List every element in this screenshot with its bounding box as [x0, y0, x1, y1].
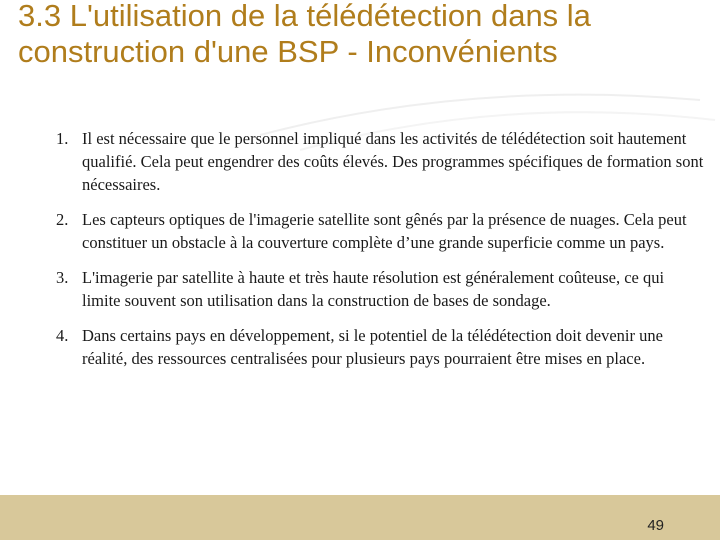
list-item-text: L'imagerie par satellite à haute et très haute résolution est généralement coûteuse, ce qui limite souvent son utilisation dans la construction de bases de sondage.: [82, 268, 665, 310]
list-item-text: Il est nécessaire que le personnel impliqué dans les activités de télédétection soit hautement qualifié. Cela peut engendrer des coûts élevés. Des programmes spécifiques de formation sont nécessaires.: [82, 129, 704, 194]
footer-band: [0, 495, 720, 540]
list-item-text: Les capteurs optiques de l'imagerie satellite sont gênés par la présence de nuages. Cela peut constituer un obstacle à la couverture complète d’une grande superficie comme un pays.: [82, 210, 687, 252]
list-item-number: 2.: [56, 210, 69, 229]
list-item-number: 4.: [56, 326, 69, 345]
list-item-text: Dans certains pays en développement, si le potentiel de la télédétection doit devenir une réalité, des ressources centralisées pour plusieurs pays pourraient être mises en place.: [82, 326, 663, 368]
slide-title: 3.3 L'utilisation de la télédétection dans la construction d'une BSP - Inconvénients: [18, 0, 591, 69]
list-item-number: 3.: [56, 268, 69, 287]
list-item: [56, 208, 706, 254]
bullet-list: [56, 127, 706, 382]
list-item: [56, 127, 706, 196]
page-number: 49: [647, 517, 664, 534]
list-item: [56, 266, 706, 312]
list-item-number: 1.: [56, 129, 69, 148]
list-item: [56, 324, 706, 370]
